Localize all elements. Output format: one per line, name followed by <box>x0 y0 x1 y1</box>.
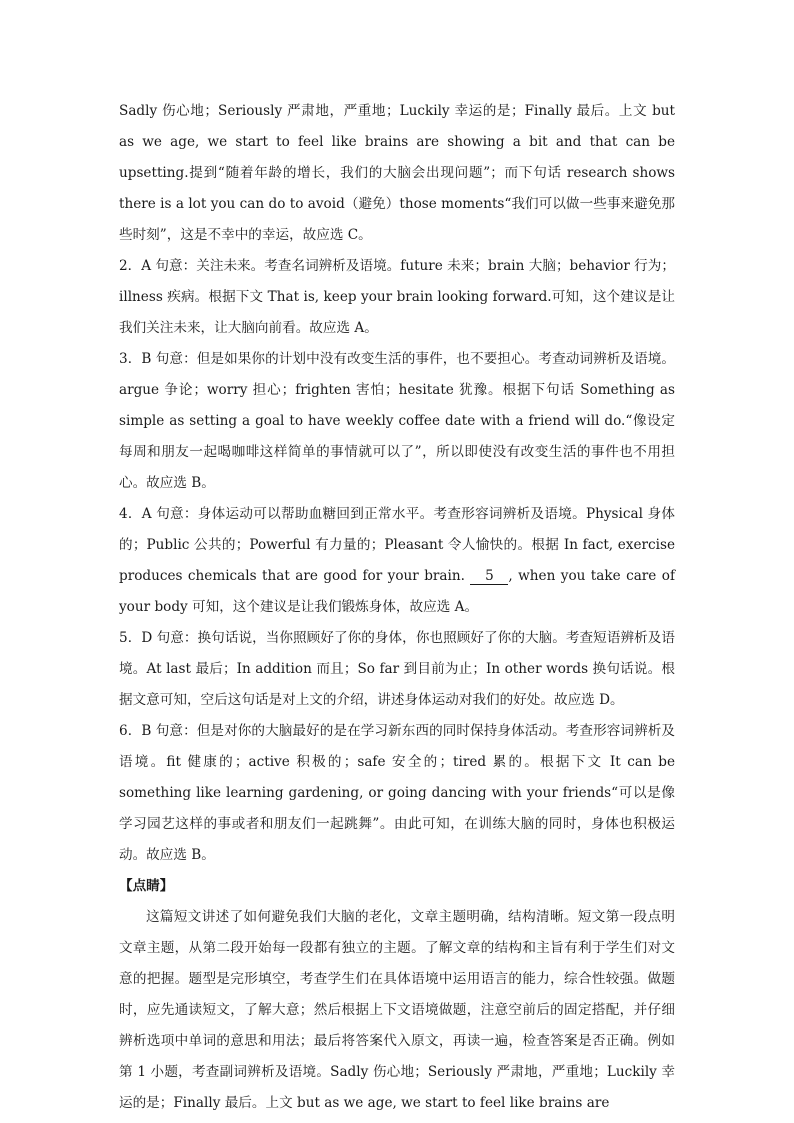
paragraph-answer-6: 6．B 句意：但是对你的大脑最好的是在学习新东西的同时保持身体活动。考查形容词辨析及语境。fit 健康的；active 积极的；safe 安全的；tired 累的。根据下文 It can be something like learning gardening, or going dancing with your friends“可以是像学习园艺这样的事或者和朋友们一起跳舞”。由此可知，在训练大脑的同时，身体也积极运动。故应选 B。 <box>119 723 675 863</box>
answer-4-text-end: , when you take care of your body 可知，这个建议是让我们锻炼身体，故应选 A。 <box>119 568 675 615</box>
document-body <box>119 96 675 1119</box>
paragraph-answer-3: 3．B 句意：但是如果你的计划中没有改变生活的事件，也不要担心。考查动词辨析及语境。argue 争论；worry 担心；frighten 害怕；hesitate 犹豫。根据下句话 Something as simple as setting a goal to have weekly coffee date with a friend will do.“像设定每周和朋友一起喝咖啡这样简单的事情就可以了”，所以即使没有改变生活的事件也不用担心。故应选 B。 <box>119 351 675 491</box>
answer-4-blank: 5 <box>470 568 508 585</box>
paragraph-answer-4 <box>119 499 675 623</box>
paragraph-answer-2: 2．A 句意：关注未来。考查名词辨析及语境。future 未来；brain 大脑；behavior 行为；illness 疾病。根据下文 That is, keep your brain looking forward.可知，这个建议是让我们关注未来，让大脑向前看。故应选 A。 <box>119 258 675 336</box>
answer-4-text: 4．A 句意：身体运动可以帮助血糖回到正常水平。考查形容词辨析及语境。Physical 身体的；Public 公共的；Powerful 有力量的；Pleasant 令人愉快的。根据 In fact, exercise produces chemicals that are good for your brain. <box>119 506 675 584</box>
paragraph-answer-5: 5．D 句意：换句话说，当你照顾好了你的身体，你也照顾好了你的大脑。考查短语辨析及语境。At last 最后；In addition 而且；So far 到目前为止；In other words 换句话说。根据文意可知，空后这句话是对上文的介绍，讲述身体运动对我们的好处。故应选 D。 <box>119 630 675 708</box>
paragraph-answer-1-continued: Sadly 伤心地；Seriously 严肃地，严重地；Luckily 幸运的是；Finally 最后。上文 but as we age, we start to feel like brains are showing a bit and that can be upsetting.提到“随着年龄的增长，我们的大脑会出现问题”；而下句话 research shows there is a lot you can do to avoid（避免）those moments“我们可以做一些事来避免那些时刻”，这是不幸中的幸运，故应选 C。 <box>119 103 675 243</box>
section-heading-dianjing: 【点睛】 <box>119 878 174 894</box>
paragraph-dianjing-body: 这篇短文讲述了如何避免我们大脑的老化，文章主题明确，结构清晰。短文第一段点明文章主题，从第二段开始每一段都有独立的主题。了解文章的结构和主旨有利于学生们对文意的把握。题型是完形填空，考查学生们在具体语境中运用语言的能力，综合性较强。做题时，应先通读短文，了解大意；然后根据上下文语境做题，注意空前后的固定搭配，并仔细辨析选项中单词的意思和用法；最后将答案代入原文，再读一遍，检查答案是否正确。例如第 1 小题，考查副词辨析及语境。Sadly 伤心地；Seriously 严肃地，严重地；Luckily 幸运的是；Finally 最后。上文 but as we age, we start to feel like brains are <box>119 909 675 1111</box>
